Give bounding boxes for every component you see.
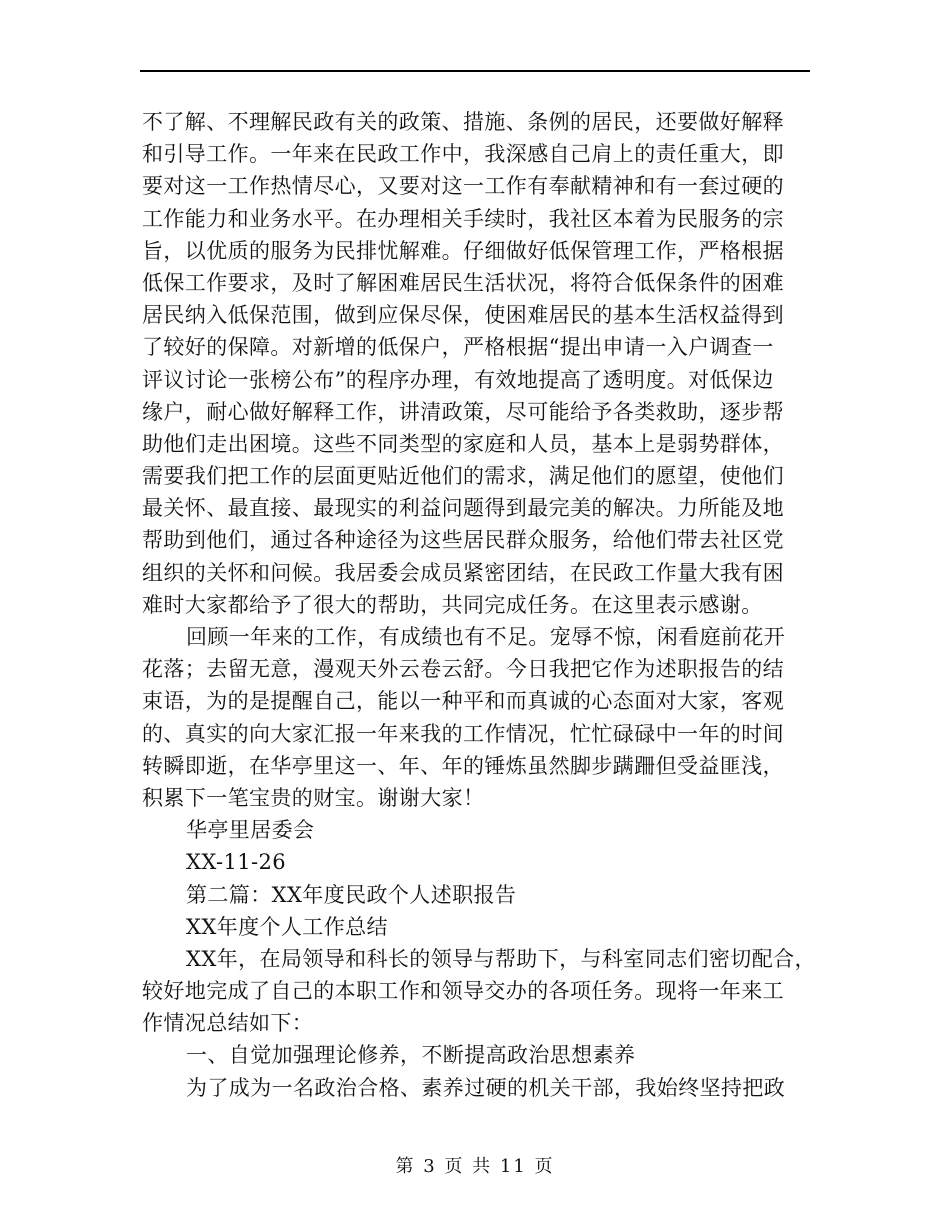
text-line: 低保工作要求，及时了解困难居民生活状况，将符合低保条件的困难 — [142, 270, 784, 295]
text-line: 为了成为一名政治合格、素养过硬的机关干部，我始终坚持把政 — [186, 1075, 786, 1100]
signature-date: XX-11-26 — [186, 850, 286, 875]
text-line: 和引导工作。一年来在民政工作中，我深感自己肩上的责任重大，即 — [142, 142, 784, 167]
document-body — [142, 106, 816, 1104]
text-line: 居民纳入低保范围，做到应保尽保，使困难居民的基本生活权益得到 — [142, 303, 784, 328]
text-line: 难时大家都给予了很大的帮助，共同完成任务。在这里表示感谢。 — [142, 592, 763, 617]
text-line: 需要我们把工作的层面更贴近他们的需求，满足他们的愿望，使他们 — [142, 464, 784, 489]
text-line: 回顾一年来的工作，有成绩也有不足。宠辱不惊，闲看庭前花开 — [186, 625, 786, 649]
text-line: 帮助到他们，通过各种途径为这些居民群众服务，给他们带去社区党 — [142, 528, 784, 553]
text-line: 工作能力和业务水平。在办理相关手续时，我社区本着为民服务的宗 — [142, 206, 784, 231]
text-line: 组织的关怀和问候。我居委会成员紧密团结，在民政工作量大我有困 — [142, 560, 784, 585]
text-line: 的、真实的向大家汇报一年来我的工作情况，忙忙碌碌中一年的时间 — [142, 721, 784, 746]
page-number: 第 3 页 共 11 页 — [395, 1156, 555, 1177]
text-line: 要对这一工作热情尽心，又要对这一工作有奉献精神和有一套过硬的 — [142, 174, 784, 199]
text-line: 花落；去留无意，漫观天外云卷云舒。今日我把它作为述职报告的结 — [142, 657, 784, 682]
text-line: 不了解、不理解民政有关的政策、措施、条例的居民，还要做好解释 — [142, 110, 784, 134]
text-line: 了较好的保障。对新增的低保户，严格根据“提出申请一入户调查一 — [142, 335, 774, 360]
signature-org: 华亭里居委会 — [186, 818, 315, 843]
text-line: 缘户，耐心做好解释工作，讲清政策，尽可能给予各类救助，逐步帮 — [142, 399, 784, 424]
text-line: 助他们走出困境。这些不同类型的家庭和人员，基本上是弱势群体， — [142, 431, 784, 456]
text-line: 作情况总结如下： — [142, 1011, 314, 1036]
text-line: 最关怀、最直接、最现实的利益问题得到最完美的解决。力所能及地 — [142, 496, 784, 521]
header-rule — [140, 70, 810, 72]
text-line: 积累下一笔宝贵的财宝。谢谢大家！ — [142, 785, 485, 810]
text-line: 束语，为的是提醒自己，能以一种平和而真诚的心态面对大家，客观 — [142, 689, 784, 714]
text-line: 较好地完成了自己的本职工作和领导交办的各项任务。现将一年来工 — [142, 979, 784, 1004]
section-title: 第二篇：XX年度民政个人述职报告 — [186, 882, 517, 907]
text-line: XX年，在局领导和科长的领导与帮助下，与科室同志们密切配合， — [186, 946, 816, 971]
section-subtitle: XX年度个人工作总结 — [186, 914, 388, 939]
text-line: 评议讨论一张榜公布”的程序办理，有效地提高了透明度。对低保边 — [142, 367, 774, 392]
text-line: 旨，以优质的服务为民排忧解难。仔细做好低保管理工作，严格根据 — [142, 238, 784, 263]
text-line: 转瞬即逝，在华亭里这一、年、年的锤炼虽然脚步蹒跚但受益匪浅， — [142, 753, 784, 778]
section-heading: 一、自觉加强理论修养，不断提高政治思想素养 — [186, 1043, 636, 1068]
